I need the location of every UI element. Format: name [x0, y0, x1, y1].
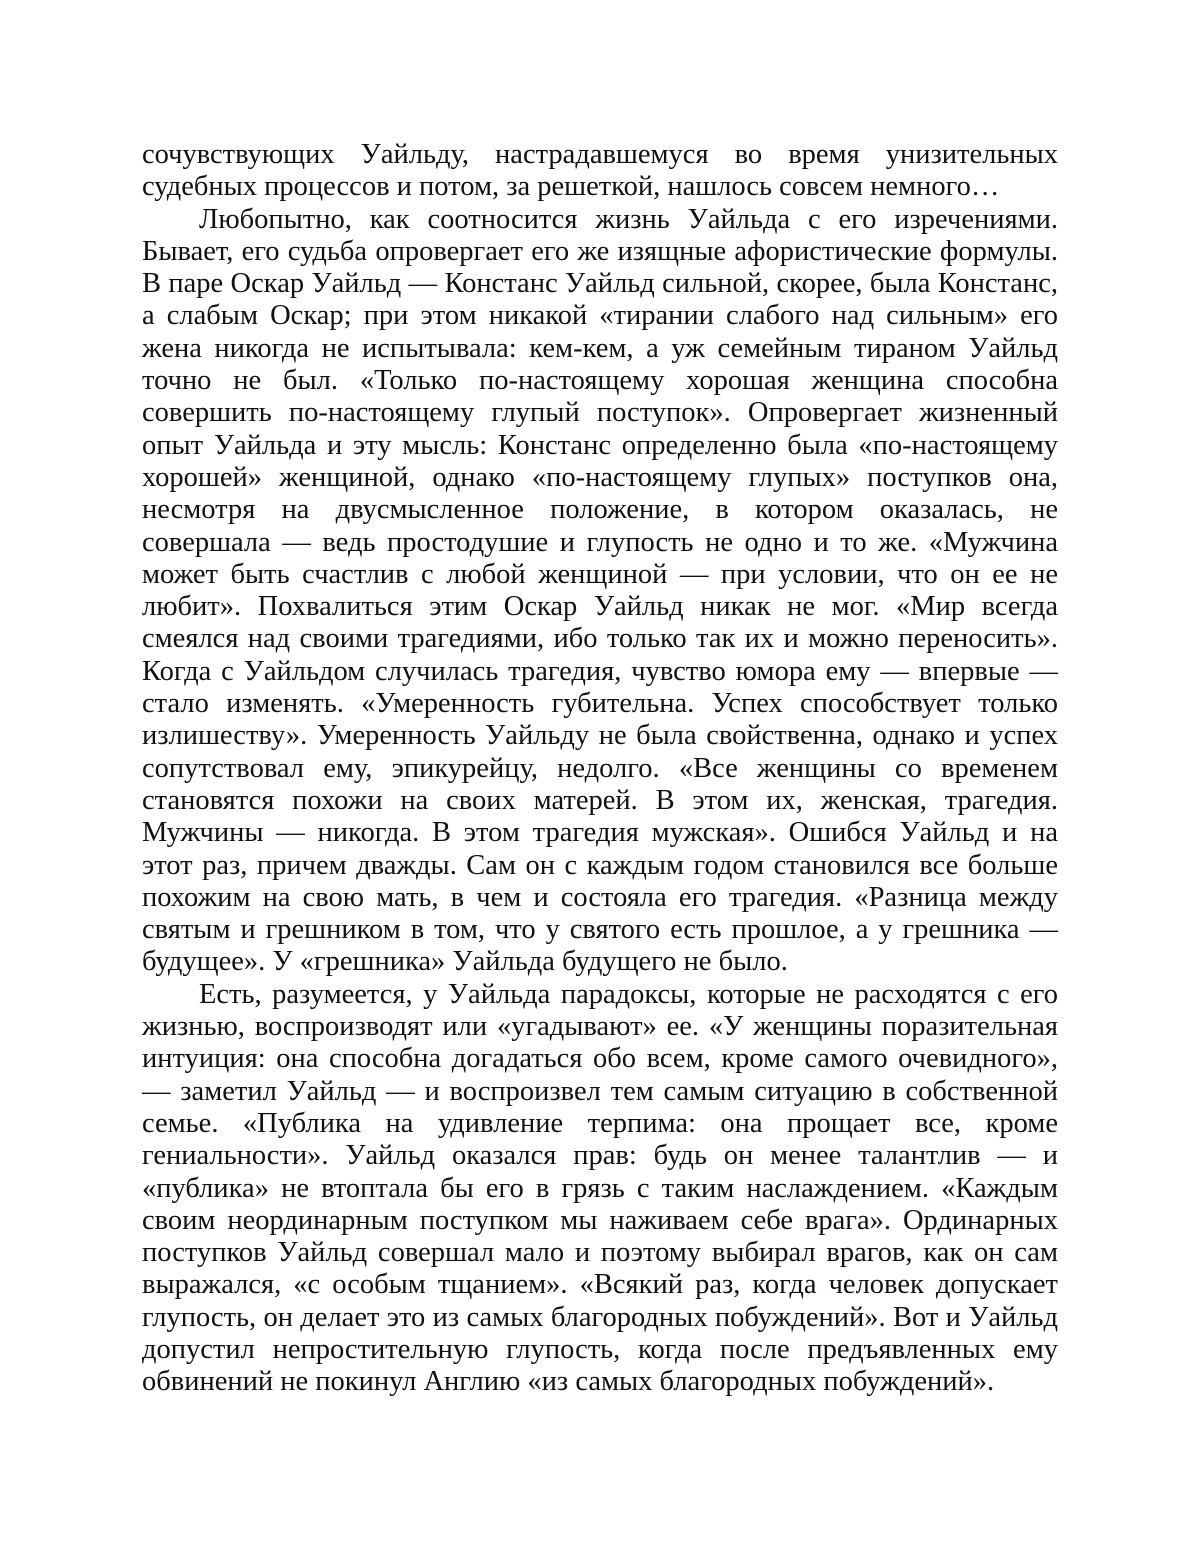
- paragraph-paradoxes-matching-life: Есть, разумеется, у Уайльда парадоксы, которые не расходятся с его жизнью, воспроизводят или «угадывают» ее. «У женщины поразительная интуиция: она способна догадаться обо всем, кроме самого очевидного», — заметил Уайльд — и воспроизвел тем самым ситуацию в собственной семье. «Публика на удивление терпима: она прощает все, кроме гениальности». Уайльд оказался прав: будь он менее талантлив — и «публика» не втоптала бы его в грязь с таким наслаждением. «Каждым своим неординарным поступком мы наживаем себе врага». Ординарных поступков Уайльд совершал мало и поэтому выбирал врагов, как он сам выражался, «с особым тщанием». «Всякий раз, когда человек допускает глупость, он делает это из самых благородных побуждений». Вот и Уайльд допустил непростительную глупость, когда после предъявленных ему обвинений не покинул Англию «из самых благородных побуждений».: [142, 979, 1058, 1399]
- document-page: [142, 139, 1058, 1399]
- paragraph-wilde-life-vs-aphorisms: Любопытно, как соотносится жизнь Уайльда с его изречениями. Бывает, его судьба опровергает его же изящные афористические формулы. В паре Оскар Уайльд — Констанс Уайльд сильной, скорее, была Констанс, а слабым Оскар; при этом никакой «тирании слабого над сильным» его жена никогда не испытывала: кем-кем, а уж семейным тираном Уайльд точно не был. «Только по-настоящему хорошая женщина способна совершить по-настоящему глупый поступок». Опровергает жизненный опыт Уайльда и эту мысль: Констанс определенно была «по-настоящему хорошей» женщиной, однако «по-настоящему глупых» поступков она, несмотря на двусмысленное положение, в котором оказалась, не совершала — ведь простодушие и глупость не одно и то же. «Мужчина может быть счастлив с любой женщиной — при условии, что он ее не любит». Похвалиться этим Оскар Уайльд никак не мог. «Мир всегда смеялся над своими трагедиями, ибо только так их и можно переносить». Когда с Уайльдом случилась трагедия, чувство юмора ему — впервые — стало изменять. «Умеренность губительна. Успех способствует только излишеству». Умеренность Уайльду не была свойственна, однако и успех сопутствовал ему, эпикурейцу, недолго. «Все женщины со временем становятся похожи на своих матерей. В этом их, женская, трагедия. Мужчины — никогда. В этом трагедия мужская». Ошибся Уайльд и на этот раз, причем дважды. Сам он с каждым годом становился все больше похожим на свою мать, в чем и состояла его трагедия. «Разница между святым и грешником в том, что у святого есть прошлое, а у грешника — будущее». У «грешника» Уайльда будущего не было.: [142, 204, 1058, 979]
- paragraph-continuation: сочувствующих Уайльду, настрадавшемуся во время унизительных судебных процессов и потом, за решеткой, нашлось совсем немного…: [142, 139, 1058, 204]
